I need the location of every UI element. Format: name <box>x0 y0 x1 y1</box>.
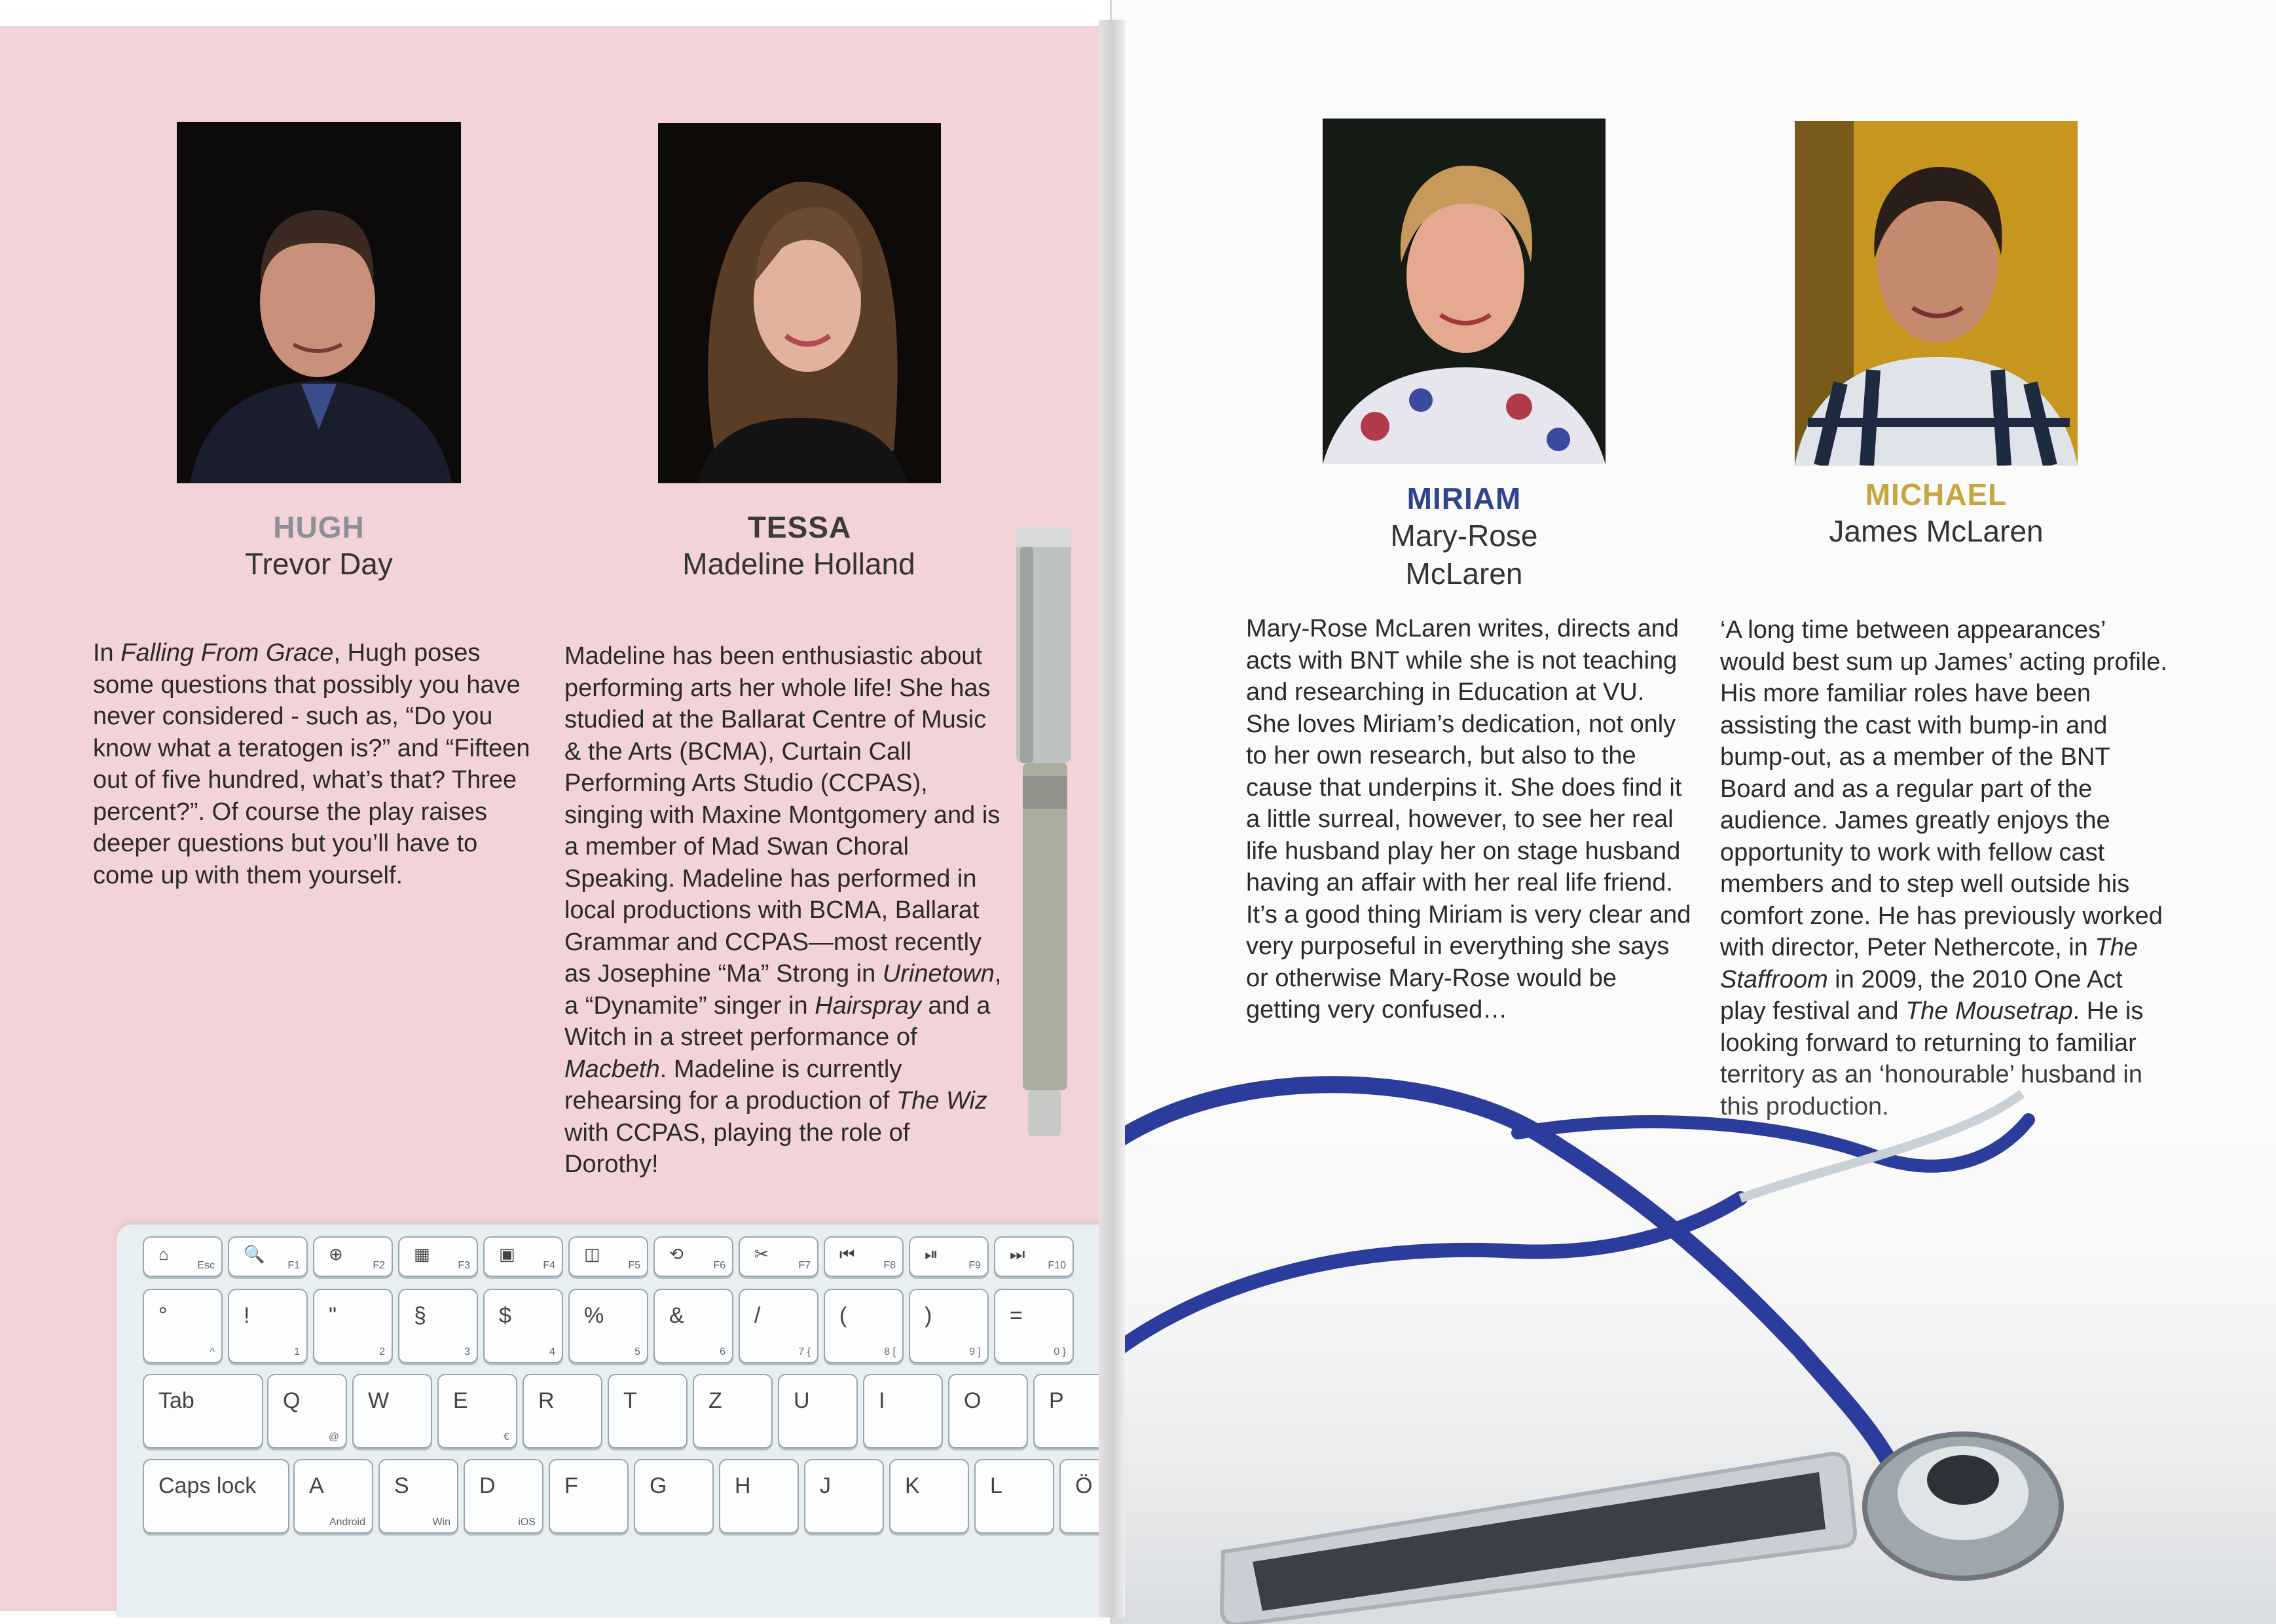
bio-miriam <box>1246 613 1691 1026</box>
num-row-key <box>228 1289 308 1363</box>
key-label: T <box>623 1388 637 1413</box>
tab-row-key <box>437 1374 517 1449</box>
key-label: ⊕ <box>329 1244 343 1264</box>
tab-row-key <box>863 1374 943 1449</box>
fn-row-key <box>824 1236 904 1277</box>
actor-line-2: McLaren <box>1405 557 1523 591</box>
caps-row-key <box>378 1459 458 1534</box>
bio-text: . Madeline is currently rehearsing for a production of <box>564 1055 902 1115</box>
fn-row-key <box>994 1236 1074 1277</box>
key-label: ▣ <box>499 1244 515 1264</box>
caps-row-key <box>549 1459 629 1534</box>
key-label: ✂ <box>754 1244 769 1264</box>
fn-row-key <box>909 1236 989 1277</box>
left-page <box>0 0 1110 1624</box>
key-sublabel: F6 <box>713 1260 725 1271</box>
bio-text: , a “Dynamite” singer in <box>564 960 1002 1020</box>
bio-hugh <box>93 637 532 891</box>
num-row-key <box>909 1289 989 1363</box>
tab-row-key <box>267 1374 347 1449</box>
bio-title-italic: Hairspray <box>815 991 921 1020</box>
tab-row-key <box>523 1374 602 1449</box>
caps-row-key <box>719 1459 799 1534</box>
num-row-key <box>739 1289 818 1363</box>
tab-row-key <box>948 1374 1028 1449</box>
key-sublabel: ^ <box>210 1346 215 1357</box>
key-sublabel: 1 <box>294 1346 300 1357</box>
key-label: Tab <box>158 1388 194 1413</box>
key-label: H <box>735 1473 751 1498</box>
key-sublabel: 5 <box>634 1346 640 1357</box>
key-label: ) <box>925 1303 932 1328</box>
bio-title-italic: Falling From Grace <box>120 639 334 667</box>
key-sublabel: Android <box>329 1517 365 1528</box>
fn-row-key <box>228 1236 308 1277</box>
miriam-photo <box>1323 119 1606 464</box>
key-sublabel: 4 <box>549 1346 555 1357</box>
num-row-key <box>483 1289 563 1363</box>
fn-row-key <box>313 1236 393 1277</box>
actor-james-mclaren: James McLaren <box>1829 514 2044 548</box>
num-row-key <box>313 1289 393 1363</box>
tab-row-key <box>608 1374 688 1449</box>
bio-text: In <box>93 639 121 667</box>
key-label: $ <box>499 1303 511 1328</box>
bio-title-italic: Macbeth <box>564 1055 660 1083</box>
fn-row-key <box>653 1236 733 1277</box>
michael-photo <box>1795 121 2078 466</box>
key-sublabel: F9 <box>968 1260 981 1271</box>
key-label: G <box>650 1473 667 1498</box>
bio-text: ‘A long time between appearances’ would best sum up James’ acting profile. His more familiar roles have been assisting the cast with bump-in and bump-out, as a member of the BNT Board and as a regular part of the audience. James greatly enjoys the opportunity to work with fellow cast members and to step well outside his comfort zone. He has previously worked with director, Peter Nethercote, in <box>1720 616 2167 961</box>
actor-madeline-holland: Madeline Holland <box>682 547 915 581</box>
key-label: " <box>329 1303 337 1328</box>
bio-title-italic: The Mousetrap <box>1905 997 2073 1025</box>
key-label: R <box>538 1388 555 1413</box>
key-label: P <box>1049 1388 1064 1413</box>
caps-row-key <box>804 1459 884 1534</box>
actor-mary-rose-mclaren <box>1323 517 1606 593</box>
bio-text: Madeline has been enthusiastic about performing arts her whole life! She has studied at the Ballarat Centre of Music & the Arts (BCMA), Curtain Call Performing Arts Studio (CCPAS), singing with Maxine Montgomery and is a member of Mad Swan Choral Speaking. Madeline has performed in local productions with BCMA, Ballarat Grammar and CCPAS—most recently as Josephine “Ma” Strong in <box>564 642 1000 987</box>
key-label: ⏮ <box>839 1244 855 1264</box>
caps-row-key <box>464 1459 543 1534</box>
key-sublabel: F3 <box>458 1260 470 1271</box>
keyboard-illustration <box>117 1225 1110 1617</box>
key-sublabel: 8 [ <box>884 1346 896 1357</box>
bio-text: in 2009, the 2010 One Act play festival and <box>1720 965 2123 1025</box>
fn-row-key <box>398 1236 478 1277</box>
tab-row-key <box>352 1374 432 1449</box>
caps-row-key <box>974 1459 1054 1534</box>
key-label: K <box>905 1473 920 1498</box>
key-label: L <box>990 1473 1002 1498</box>
key-label: ! <box>244 1303 250 1328</box>
key-label: I <box>879 1388 885 1413</box>
actor-trevor-day: Trevor Day <box>245 547 393 581</box>
num-row-key <box>653 1289 733 1363</box>
key-label: ⏭ <box>1010 1244 1025 1264</box>
key-label: ⌂ <box>158 1244 169 1264</box>
bio-title-italic: The Staffroom <box>1720 934 2138 993</box>
num-row-key <box>994 1289 1074 1363</box>
key-label: ° <box>158 1303 168 1328</box>
key-label: W <box>368 1388 390 1413</box>
key-label: O <box>964 1388 982 1413</box>
page-spine <box>1099 20 1125 1617</box>
key-label: ⟲ <box>669 1244 684 1264</box>
actor-line-1: Mary-Rose <box>1390 519 1538 553</box>
hugh-photo <box>177 122 461 483</box>
key-label: Z <box>708 1388 722 1413</box>
key-label: ⏯ <box>925 1244 938 1264</box>
tab-row-key <box>778 1374 858 1449</box>
stethoscope-phone-illustration <box>1112 1035 2276 1624</box>
key-label: Ö <box>1075 1473 1093 1498</box>
key-sublabel: F5 <box>628 1260 640 1271</box>
bio-title-italic: Urinetown <box>882 960 995 987</box>
key-label: U <box>794 1388 810 1413</box>
bio-text: . He is <box>2072 997 2144 1025</box>
key-sublabel: @ <box>328 1431 339 1443</box>
bio-text: Mary-Rose McLaren writes, directs and acts with BNT while she is not teaching and researching in Education at VU. She loves Miriam’s dedication, not only to her own research, but also to the cause that underpins it. She does find it a little surreal, however, to see her real life husband play her on stage husband having an affair with her real life friend. It’s a good thing Miriam is very clear and very purposeful in everything she says or otherwise Mary-Rose would be getting very confused… <box>1246 615 1691 1024</box>
key-sublabel: 9 ] <box>969 1346 981 1357</box>
key-label: 🔍 <box>244 1244 265 1264</box>
key-label: / <box>754 1303 761 1328</box>
fn-row-key <box>568 1236 648 1277</box>
num-row-key <box>398 1289 478 1363</box>
key-label: ▦ <box>414 1244 430 1264</box>
tab-row-key <box>693 1374 773 1449</box>
bio-text: with CCPAS, playing the role of Dorothy! <box>564 1118 910 1178</box>
key-label: A <box>309 1473 324 1498</box>
role-tessa: TESSA <box>747 510 852 544</box>
right-page <box>1110 0 2276 1624</box>
bio-tessa <box>564 640 1010 1181</box>
key-sublabel: 0 } <box>1054 1346 1066 1357</box>
num-row-key <box>143 1289 223 1363</box>
key-label: D <box>479 1473 496 1498</box>
pen-illustration <box>1014 527 1074 1136</box>
key-label: J <box>820 1473 831 1498</box>
tab-row-key <box>143 1374 263 1449</box>
key-sublabel: iOS <box>518 1517 536 1528</box>
caps-row-key <box>889 1459 969 1534</box>
key-label: ( <box>839 1303 847 1328</box>
role-miriam: MIRIAM <box>1406 481 1522 515</box>
key-sublabel: Win <box>432 1517 450 1528</box>
bio-text: and a Witch in a street performance of <box>564 991 991 1051</box>
role-michael: MICHAEL <box>1865 477 2008 511</box>
key-sublabel: 3 <box>464 1346 470 1357</box>
key-sublabel: € <box>504 1431 509 1443</box>
tessa-photo <box>658 123 941 483</box>
key-label: S <box>394 1473 409 1498</box>
caps-row-key <box>634 1459 714 1534</box>
bio-title-italic: The Wiz <box>896 1087 987 1115</box>
fn-row-key <box>483 1236 563 1277</box>
key-sublabel: F4 <box>543 1260 555 1271</box>
num-row-key <box>824 1289 904 1363</box>
fn-row-key <box>143 1236 223 1277</box>
key-sublabel: F1 <box>287 1260 300 1271</box>
key-sublabel: 2 <box>379 1346 385 1357</box>
key-label: Q <box>283 1388 301 1413</box>
key-label: & <box>669 1303 684 1328</box>
key-label: = <box>1010 1303 1023 1328</box>
key-label: E <box>453 1388 468 1413</box>
key-sublabel: 6 <box>720 1346 725 1357</box>
key-sublabel: F7 <box>798 1260 811 1271</box>
key-sublabel: F10 <box>1048 1260 1066 1271</box>
key-label: Caps lock <box>158 1473 257 1498</box>
caps-row-key <box>143 1459 289 1534</box>
key-label: F <box>564 1473 578 1498</box>
key-label: % <box>584 1303 604 1328</box>
key-sublabel: Esc <box>197 1260 215 1271</box>
fn-row-key <box>739 1236 818 1277</box>
caps-row-key <box>293 1459 373 1534</box>
key-label: ◫ <box>584 1244 600 1264</box>
num-row-key <box>568 1289 648 1363</box>
key-sublabel: F2 <box>373 1260 385 1271</box>
key-label: § <box>414 1303 426 1328</box>
key-sublabel: 7 { <box>798 1346 811 1357</box>
role-hugh: HUGH <box>273 510 365 544</box>
bio-text: , Hugh poses some questions that possibly you have never considered - such as, “Do you know what a teratogen is?” and “Fifteen out of five hundred, what’s that? Three percent?”. Of course the play raises deeper questions but you’ll have to come up with them yourself. <box>93 639 530 889</box>
key-sublabel: F8 <box>883 1260 896 1271</box>
